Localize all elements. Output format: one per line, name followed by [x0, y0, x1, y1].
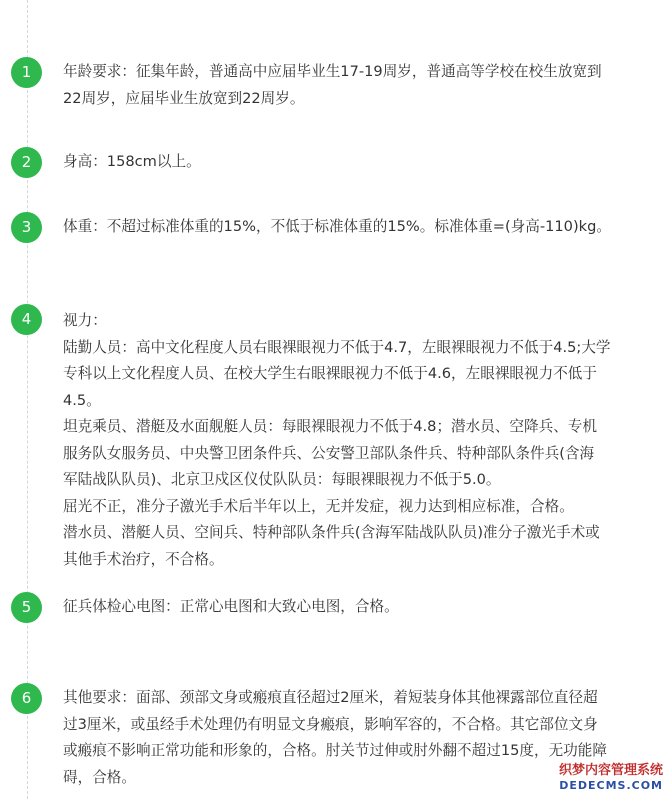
item-text: 体重：不超过标准体重的15%，不低于标准体重的15%。标准体重=(身高-110)kg。: [63, 218, 611, 235]
step-number-badge: 3: [11, 212, 42, 243]
item-text: 征兵体检心电图：正常心电图和大致心电图，合格。: [63, 598, 399, 615]
watermark-domain: DEDECMS.COM: [559, 779, 663, 792]
step-number-badge: 4: [11, 304, 42, 335]
step-number-badge: 1: [11, 57, 42, 88]
item-text: 其他要求：面部、颈部文身或瘢痕直径超过2厘米，着短装身体其他裸露部位直径超 过3厘米，或虽经手术处理仍有明显文身瘢痕，影响军容的，不合格。其它部位文身 或瘢痕不影响正常功能和形象的，合格。肘关节过伸或肘外翻不超过15度，无功能障 碍，合格。: [63, 689, 607, 786]
watermark-title: 织梦内容管理系统: [558, 763, 663, 778]
watermark-logo: [559, 763, 663, 793]
item-text: 视力： 陆勤人员：高中文化程度人员右眼裸眼视力不低于4.7，左眼裸眼视力不低于4.5;大学 专科以上文化程度人员、在校大学生右眼裸眼视力不低于4.6，左眼裸眼视力不低于 4.5。 坦克乘员、潜艇及水面舰艇人员：每眼裸眼视力不低于4.8；潜水员、空降兵、专机 服务队女服务员、中央警卫团条件兵、公安警卫部队条件兵、特种部队条件兵(含海 军陆战队队员)、北京卫戍区仪仗队队员：每眼裸眼视力不低于5.0。 屈光不正，准分子激光手术后半年以上，无并发症，视力达到相应标准，合格。 潜水员、潜艇人员、空间兵、特种部队条件兵(含海军陆战队队员)准分子激光手术或 其他手术治疗，不合格。: [63, 312, 611, 568]
step-number-badge: 2: [11, 147, 42, 178]
timeline-line: [27, 0, 28, 799]
step-number-badge: 6: [11, 683, 42, 714]
item-text: 身高：158cm以上。: [63, 153, 201, 170]
item-text: 年龄要求：征集年龄，普通高中应届毕业生17-19周岁，普通高等学校在校生放宽到 22周岁，应届毕业生放宽到22周岁。: [63, 63, 602, 107]
step-number-badge: 5: [11, 592, 42, 623]
